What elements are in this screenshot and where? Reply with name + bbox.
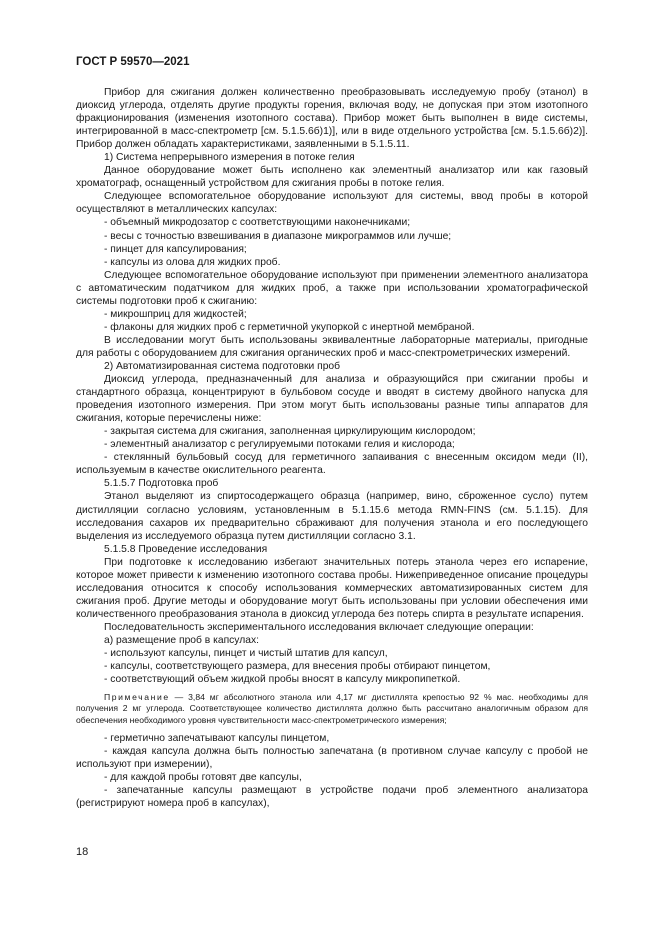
paragraph: При подготовке к исследованию избегают значительных потерь этанола через его испарение, которое может привести к изменению изотопного состава пробы. Нижеприведенное описание процедуры исследования относится к способу использования коммерческих автоматизированных систем для сжигания проб. Другие методы и оборудование могут быть использованы при условии обеспечения ими количественного преобразования этанола в диоксид углерода без потерь спирта в результате испарения. bbox=[76, 556, 588, 620]
list-item: - для каждой пробы готовят две капсулы, bbox=[104, 771, 302, 783]
paragraph: Диоксид углерода, предназначенный для анализа и образующийся при сжигании пробы и стандартного образца, концентрируют в бульбовом сосуде и вводят в систему двойного напуска для проведения изотопного измерения. При этом могут быть использованы разные типы аппаратов для сжигания, которые перечислены ниже: bbox=[76, 374, 588, 425]
paragraph: Этанол выделяют из спиртосодержащего образца (например, вино, сброженное сусло) путем дистилляции согласно условиям, установленным в 5.1.15.6 метода RMN-FINS (см. 5.1.15). Для исследования сахаров их предварительно сбраживают для получения этанола и его последующего выделения из исследуемого образца путем дистилляции согласно 3.1. bbox=[76, 491, 588, 542]
note-label: Примечание bbox=[104, 692, 170, 703]
section-heading: 5.1.5.8 Проведение исследования bbox=[104, 543, 268, 555]
document-header: ГОСТ Р 59570—2021 bbox=[76, 56, 190, 68]
list-item: - элементный анализатор с регулируемыми потоками гелия и кислорода; bbox=[104, 439, 455, 451]
paragraph: 2) Автоматизированная система подготовки проб bbox=[104, 360, 341, 372]
list-item: - запечатанные капсулы размещают в устройстве подачи проб элементного анализатора (регистрируют номера проб в капсулах), bbox=[76, 784, 588, 809]
list-item: - весы с точностью взвешивания в диапазоне микрограммов или лучше; bbox=[104, 230, 452, 242]
list-item: - стеклянный бульбовый сосуд для герметичного запаивания с внесенным оксидом меди (II), используемым в качестве окислительного реагента. bbox=[76, 452, 588, 477]
paragraph: Данное оборудование может быть исполнено как элементный анализатор или как газовый хроматограф, оснащенный устройством для сжигания пробы в потоке гелия. bbox=[76, 165, 588, 190]
list-item: - соответствующий объем жидкой пробы вносят в капсулу микропипеткой. bbox=[104, 674, 461, 686]
paragraph: Следующее вспомогательное оборудование используют при применении элементного анализатора с автоматическим податчиком для жидких проб, а также при использовании хроматографической системы подготовки проб к сжиганию: bbox=[76, 269, 588, 307]
list-item: - капсулы, соответствующего размера, для внесения пробы отбирают пинцетом, bbox=[104, 661, 491, 673]
page-number: 18 bbox=[76, 846, 89, 858]
list-item: - герметично запечатывают капсулы пинцетом, bbox=[104, 732, 330, 744]
list-item: - микрошприц для жидкостей; bbox=[104, 308, 247, 320]
paragraph: 1) Система непрерывного измерения в потоке гелия bbox=[104, 152, 355, 164]
list-item: - капсулы из олова для жидких проб. bbox=[104, 256, 281, 268]
section-heading: 5.1.5.7 Подготовка проб bbox=[104, 478, 219, 490]
note bbox=[76, 692, 588, 726]
list-item: - объемный микродозатор с соответствующими наконечниками; bbox=[104, 217, 411, 229]
list-item: - закрытая система для сжигания, заполненная циркулирующим кислородом; bbox=[104, 426, 476, 438]
list-item: - используют капсулы, пинцет и чистый штатив для капсул, bbox=[104, 648, 388, 660]
paragraph: В исследовании могут быть использованы эквивалентные лабораторные материалы, пригодные для работы с оборудованием для сжигания органических проб и масс-спектрометрических измерений. bbox=[76, 334, 588, 359]
list-item: - флаконы для жидких проб с герметичной укупоркой с инертной мембраной. bbox=[104, 321, 475, 333]
note-text: — 3,84 мг абсолютного этанола или 4,17 мг дистиллята крепостью 92 % мас. необходимы для получения 2 мг углерода. Соответствующее количество дистиллята должно быть рассчитано аналогичным образом для обеспечения необходимого уровня чувствительности масс-спектрометрического измерения; bbox=[76, 692, 588, 725]
paragraph: а) размещение проб в капсулах: bbox=[104, 634, 259, 646]
paragraph: Прибор для сжигания должен количественно преобразовывать исследуемую пробу (этанол) в диоксид углерода, отделять другие продукты горения, включая воду, не допуская при этом изотопного фракционирования (изменения изотопного состава). Прибор может быть выполнен в виде системы, интегрированной в масс-спектрометр [см. 5.1.5.6б)1)], или в виде отдельного устройства [см. 5.1.5.6б)2)]. Прибор должен обладать характеристиками, заявленными в 5.1.5.11. bbox=[76, 87, 588, 151]
list-item: - каждая капсула должна быть полностью запечатана (в противном случае капсулу с пробой не используют при измерении), bbox=[76, 745, 588, 770]
paragraph: Последовательность экспериментального исследования включает следующие операции: bbox=[104, 621, 534, 633]
paragraph: Следующее вспомогательное оборудование используют для системы, ввод пробы в которой осуществляют в металлических капсулах: bbox=[76, 191, 588, 216]
list-item: - пинцет для капсулирования; bbox=[104, 243, 247, 255]
page-body bbox=[76, 86, 588, 810]
